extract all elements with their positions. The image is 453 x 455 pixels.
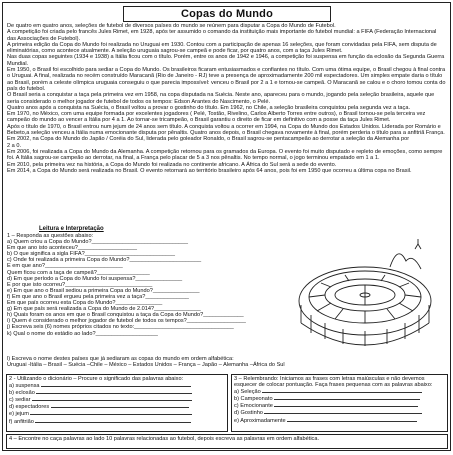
paragraph: Quatro anos após a conquista na Suécia, o Brasil voltou a provar o gostinho do título. Em 1962, no Chile, a seleção brasileira conquistou pela segunda vez a taça. [7, 104, 411, 111]
dictionary-box [6, 374, 228, 432]
answer-line[interactable] [264, 409, 422, 414]
paragraph: Em 1950, o Brasil foi escolhido para sediar a Copa do Mundo. Os brasileiros ficaram entusiasmados e confiantes no título. Com uma ótima equipe, o Brasil chegou à final contra o Uruguai. A final, realizada no recém construído Maracanã (Rio de Janeiro - RJ) teve a presença de aproximadamente 200 mil espectadores. Um simples empate daria o título ao Brasil, porém a celeste olímpica uruguaia conseguiu o que parecia impossível: venceu o Brasil por 2 a 1 e tornou-se campeã. O Maracanã se calou e o choro tomou conta do país do futebol. [7, 67, 446, 92]
word-row [9, 382, 225, 389]
question-4-text: 4 – Encontre no caça palavras ao lado 10 palavras relacionadas ao futebol, depois escreva as palavras em ordem alfabética. [9, 436, 320, 442]
paragraph: O Brasil seria a conquistar a taça pela primeira vez em 1958, na copa disputada na Suécia. Neste ano, apareceu para o mundo, jogando pela seleção brasileira, aquele que seria considerado o melhor jogador de futebol de todos os tempos: Edson Arantes do Nascimento, o Pelé. [7, 92, 435, 105]
answer-line[interactable] [41, 382, 191, 387]
answer-line[interactable] [287, 417, 417, 422]
question-heading: 1 – Responda as questões abaixo: [7, 233, 94, 239]
word-label: f) anfitrião [9, 418, 34, 425]
question-item: E em que ano?_________________________ [7, 263, 123, 270]
question-11 [7, 356, 446, 369]
answer-line[interactable] [30, 410, 192, 415]
question-item: Em que ano isto aconteceu?___________________ [7, 245, 138, 252]
worksheet-page [2, 2, 451, 451]
question-item: c) Onde foi realizada a primeira Copa do Mundo?_______________________ [7, 257, 202, 264]
word-label: b) eclosão [9, 390, 35, 397]
word-label: b) Campeonato [234, 396, 273, 403]
paragraph: Após o título de 1970, o Brasil entrou num jejum de 24 anos sem título. A conquista voltou a ocorrer em 1994, na Copa do Mundo dos Estados Unidos. Liderada por Romário e Bebeto,a seleção venceu a Itália numa emocionante disputa por pênaltis. Quatro anos depois, o Brasil chegava novamente à final, porém perderia o título para a anfitriã França. [7, 123, 445, 137]
answer-line[interactable] [36, 389, 192, 394]
question-item: g) Em que país será realizada a Copa do Mundo de 2.014?_______________ [7, 306, 201, 313]
question-item: f) Em que ano o Brasil ergueu pela primeira vez a taça?______________ [7, 293, 189, 300]
paragraph: Em 2006, foi realizada a Copa do Mundo da Alemanha. A competição retornou para os gramados da Europa. O evento foi muito disputado e repleto de emoções, como sempre foi. A Itália sagrou-se campeão ao derrotar, na final, a França pelo placar de 5 a 3 nos pênaltis. No tempo normal, o jogo terminou empatado em 1 a 1. [7, 148, 443, 162]
word-label: d) Gostinho [234, 410, 263, 417]
page-title: Copas do Mundo [180, 8, 273, 20]
answer-line[interactable] [262, 388, 422, 393]
word-label: e) Aproximadamente [234, 417, 286, 424]
word-row [234, 417, 445, 424]
word-label: c) sediar [9, 397, 31, 404]
word-row [9, 389, 225, 396]
question-item: a) Quem criou a Copa do Mundo?_______________________________ [7, 239, 189, 246]
paragraph: Em 2002, na Copa do Mundo do Japão / Coréia do Sul, liderada pelo goleador Ronaldo, o Brasil sagrou-se pentacampeão ao derrotar a seleção da Alemanha por [7, 136, 410, 143]
paragraph: 2 a 0. [7, 142, 21, 149]
word-row [9, 396, 225, 403]
paragraph: A competição foi criada pelo francês Jules Rimet, em 1928, após ter assumido o comando da instituição mais importante do futebol mundial: a FIFA (Federação Internacional das Associações de Futebol). [7, 29, 437, 42]
section-title: Leitura e Interpretação [39, 226, 104, 232]
question-11-text: l) Escreva o nome destes países que já sediaram as copas do mundo em ordem alfabética: [7, 356, 234, 362]
word-label: d) espectadores [9, 404, 50, 411]
answer-line[interactable] [32, 396, 192, 401]
word-row [9, 410, 225, 417]
stadium-illustration [295, 239, 445, 354]
sentences-title: 3 – Relembrando: Iniciamos as frases com letras maiúsculas e não devemos esquecer de colocar pontuação. Faça frases pequenas com as palavras abaixo: [234, 376, 433, 389]
answer-line[interactable] [274, 402, 418, 407]
question-item: e) Em que ano o Brasil sediou a primeira Copa do Mundo?_______________ [7, 287, 200, 294]
word-label: a) suspensa [9, 383, 40, 390]
question-item: k) Qual o nome do estádio ao lado?____________________ [7, 330, 158, 337]
word-row [234, 402, 445, 409]
paragraph: De quatro em quatro anos, seleções de futebol de diversos países do mundo se reúnem para disputar a Copa do Mundo de Futebol. [7, 23, 336, 29]
paragraph: Em 1970, no México, com uma equipe formada por excelentes jogadores ( Pelé, Tostão, Rivelino, Carlos Alberto Torres entre outros), o Brasil tornou-se pela terceira vez campeão do mundo ao vencer a Itália por 4 a 1. Ao tornar-se tricampeão, o Brasil garantiu o direito de ficar em definitivo com a posse da taça Jules Rimet. [7, 111, 426, 124]
question-item: b) O que significa a sigla FIFA?_____________________________ [7, 251, 175, 258]
paragraph: Em 2014, a Copa do Mundo será realizada no Brasil. O evento retornará ao território brasileiro após 64 anos, pois foi em 1950 que ocorreu a última copa no Brasil. [7, 167, 412, 174]
word-label: c) Emocionante [234, 403, 273, 410]
question-item: i) Quem é considerado o melhor jogador de futebol de todos os tempos?___________________ [7, 318, 246, 325]
word-row [234, 388, 445, 395]
question-item: Quem ficou com a taça de campeã?_________________ [7, 269, 150, 276]
answer-line[interactable] [274, 395, 420, 400]
reading-text [7, 23, 446, 174]
word-row [9, 418, 225, 425]
word-row [9, 403, 225, 410]
answer-line[interactable] [35, 418, 191, 423]
question-item: h) Quais foram os anos em que o Brasil conquistou a taça da Copa do Mundo?_____________ [7, 312, 244, 319]
answer-line[interactable] [51, 403, 189, 408]
paragraph: A primeira edição da Copa do Mundo foi realizada no Uruguai em 1930. Contou com a participação de apenas 16 seleções, que foram convidadas pela FIFA, sem disputa de eliminatórias, como acontece atualmente. A seleção uruguaia sagrou-se campeã e pode ficar, por quatro anos, com a taça Jules Rimet. [7, 41, 437, 55]
question-item: d) Em que período a Copa do Mundo foi suspensa?_______________ [7, 275, 183, 282]
paragraph: Em 2010, pela primeira vez na história, a Copa do Mundo foi realizada no continente africano. A África do Sul será a sede do evento. [7, 161, 337, 168]
question-item: Em que país ocorreu esta Copa do Mundo?_______________ [7, 300, 163, 307]
question-item: j) Escreva seis (6) nomes próprios citados no texto:________________________________ [7, 324, 234, 331]
word-search-instruction [6, 434, 448, 449]
dictionary-title: 2 - Utilizando o dicionário – Procure o significado das palavras abaixo: [9, 376, 184, 382]
paragraph: Nas duas copas seguintes (1934 e 1938) a Itália ficou com o título. Porém, entre os anos de 1942 e 1946, a competição foi suspensa em função da eclosão da Segunda Guerra Mundial. [7, 54, 445, 67]
word-row [234, 395, 445, 402]
question-list [7, 233, 292, 337]
title-box [123, 6, 331, 22]
word-label: e) jejum [9, 411, 29, 418]
word-row [234, 409, 445, 416]
question-item: E por que isto ocorreu?____________________________ [7, 281, 153, 288]
sentences-box [231, 374, 448, 432]
country-list: Uruguai -Itália – Brasil – Suécia –Chile – México – Estados Unidos – França – Japão – Alemanha –África do Sul [7, 362, 285, 369]
word-label: a) Seleção [234, 389, 261, 396]
